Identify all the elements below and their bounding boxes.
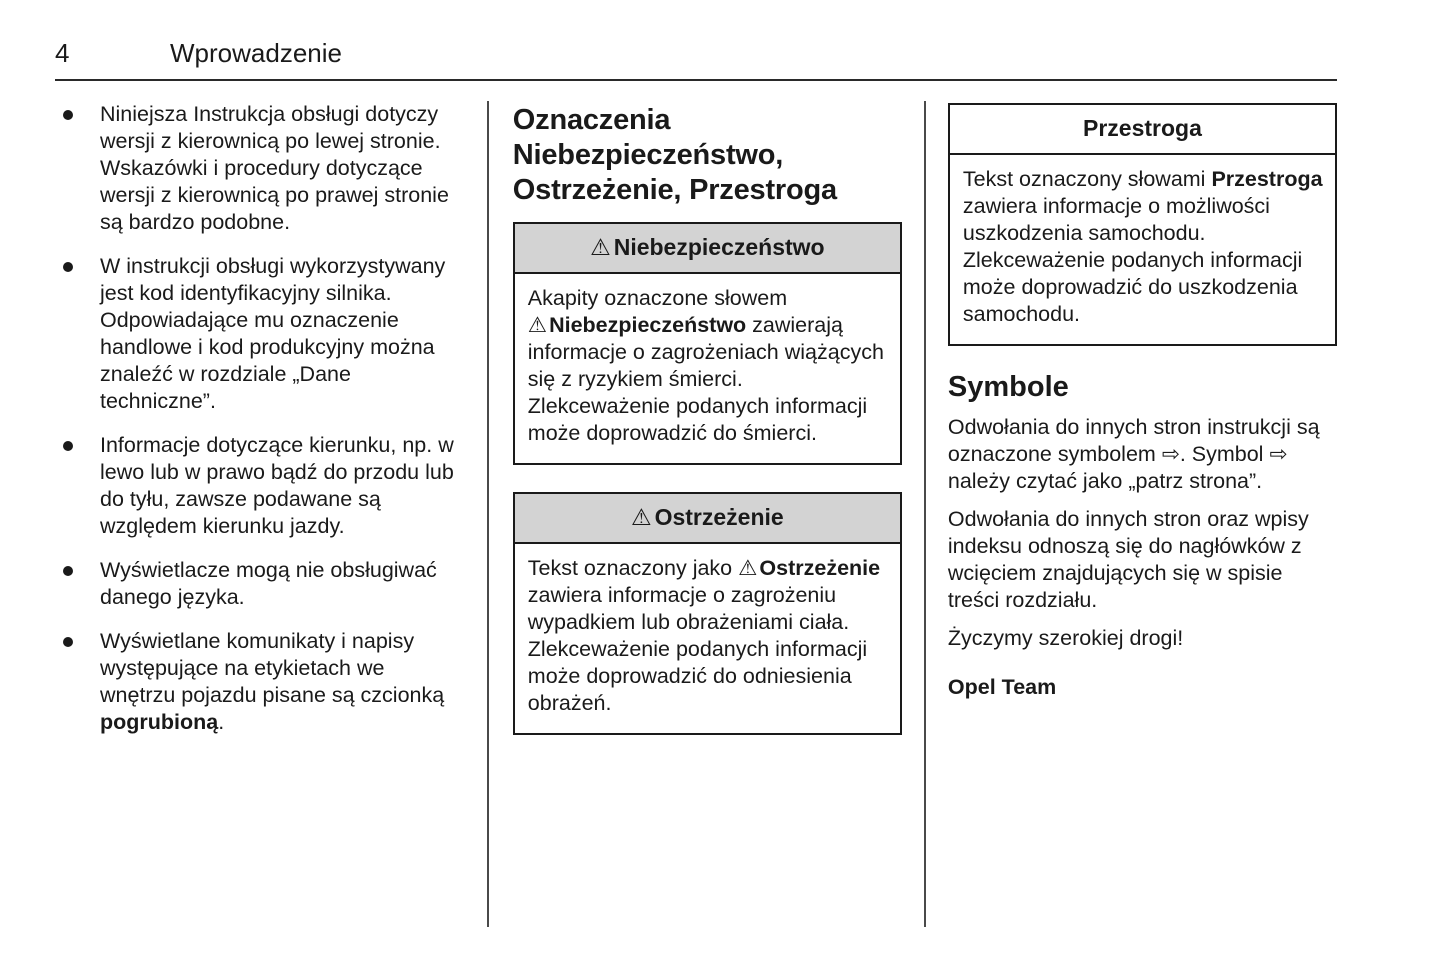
- page-title: Wprowadzenie: [170, 38, 342, 68]
- bullet-text-post: .: [218, 710, 225, 734]
- caution-box-header: [950, 105, 1335, 155]
- paragraph: Życzymy szerokiej drogi!: [947, 626, 1184, 650]
- warning-triangle-icon: ⚠: [630, 504, 652, 530]
- header-rule: [55, 79, 1337, 81]
- list-item: [55, 557, 461, 611]
- page-number: 4: [55, 38, 70, 68]
- danger-box-title: Niebezpieczeństwo: [613, 234, 825, 260]
- list-item: [55, 101, 461, 236]
- warning-box-header: [515, 494, 900, 544]
- warning-body-bold: Ostrzeżenie: [759, 556, 881, 580]
- caution-box-title: Przestroga: [1083, 115, 1202, 141]
- paragraph: Odwołania do innych stron instrukcji są oznaczone symbolem ⇨. Symbol ⇨ należy czytać jako „patrz strona”.: [947, 415, 1320, 493]
- bullet-text: [100, 253, 461, 415]
- column-middle: [513, 101, 902, 927]
- column-left: [55, 101, 461, 927]
- list-item: [55, 432, 461, 540]
- warning-body-pre: Tekst oznaczony jako: [527, 556, 739, 580]
- bullet-text: [100, 557, 461, 611]
- caution-body-bold: Przestroga: [1211, 167, 1323, 191]
- paragraph: Odwołania do innych stron oraz wpisy indeksu odnoszą się do nagłówków z wcięciem znajdujących się w spisie treści rozdziału.: [947, 507, 1309, 612]
- bullet-text: [100, 101, 461, 236]
- column-divider: [487, 101, 489, 927]
- bullet-text: [100, 432, 461, 540]
- caution-box: [948, 103, 1337, 346]
- warning-box-title: Ostrzeżenie: [654, 504, 784, 530]
- heading-line: Niebezpieczeństwo,: [512, 139, 784, 171]
- page-header: [55, 38, 1337, 69]
- heading-line: Oznaczenia: [512, 104, 671, 136]
- bullet-icon: [63, 262, 73, 272]
- danger-body-bold: Niebezpieczeństwo: [549, 313, 747, 337]
- danger-body-pre: Akapity oznaczone słowem: [527, 286, 788, 310]
- bullet-text-pre: Wyświetlacze mogą nie obsługiwać danego języka.: [100, 558, 437, 609]
- caution-box-body: [950, 155, 1335, 344]
- section-heading-oznaczenia: [513, 103, 902, 208]
- bullet-icon: [63, 637, 73, 647]
- warning-body-post: zawiera informacje o zagrożeniu wypadkiem lub obrażeniami ciała. Zlekceważenie podanych informacji może doprowadzić do odniesienia obrażeń.: [527, 583, 868, 715]
- bullet-text-pre: W instrukcji obsługi wykorzystywany jest kod identyfikacyjny silnika. Odpowiadające mu oznaczenie handlowe i kod produkcyjny można znaleźć w rozdziale „Dane techniczne”.: [100, 254, 446, 413]
- warning-triangle-icon: ⚠: [527, 313, 548, 337]
- warning-box-body: [515, 544, 900, 733]
- section-heading-symbole: Symbole: [947, 371, 1069, 403]
- bullet-icon: [63, 110, 73, 120]
- caution-body-pre: Tekst oznaczony słowami: [962, 167, 1212, 191]
- bullet-text-bold: pogrubioną: [100, 710, 219, 734]
- column-divider: [924, 101, 926, 927]
- bullet-icon: [63, 566, 73, 576]
- bullet-text-pre: Informacje dotyczące kierunku, np. w lewo lub w prawo bądź do przodu lub do tyłu, zawsze podawane są względem kierunku jazdy.: [100, 433, 454, 538]
- column-right: [948, 101, 1337, 927]
- danger-box-header: [515, 224, 900, 274]
- danger-body-post: zawierają informacje o zagrożeniach wiążących się z ryzykiem śmierci. Zlekceważenie podanych informacji może doprowadzić do śmierci.: [527, 313, 884, 445]
- caution-body-post: zawiera informacje o możliwości uszkodzenia samochodu. Zlekceważenie podanych informacji może doprowadzić do uszkodzenia samochodu.: [962, 194, 1303, 326]
- bullet-icon: [63, 441, 73, 451]
- heading-line: Ostrzeżenie, Przestroga: [512, 174, 837, 206]
- bullet-text-pre: Niniejsza Instrukcja obsługi dotyczy wersji z kierownicą po lewej stronie. Wskazówki i procedury dotyczące wersji z kierownicą po prawej stronie są bardzo podobne.: [100, 102, 449, 234]
- content-columns: [55, 101, 1337, 927]
- list-item: [55, 253, 461, 415]
- warning-triangle-icon: ⚠: [738, 556, 758, 580]
- danger-box: [513, 222, 902, 465]
- warning-box: [513, 492, 902, 735]
- bullet-text: [100, 628, 461, 736]
- bullet-text-pre: Wyświetlane komunikaty i napisy występujące na etykietach we wnętrzu pojazdu pisane są czcionką: [100, 629, 445, 707]
- warning-triangle-icon: ⚠: [590, 234, 611, 260]
- signature: Opel Team: [947, 674, 1057, 699]
- danger-box-body: [515, 274, 900, 463]
- list-item: [55, 628, 461, 736]
